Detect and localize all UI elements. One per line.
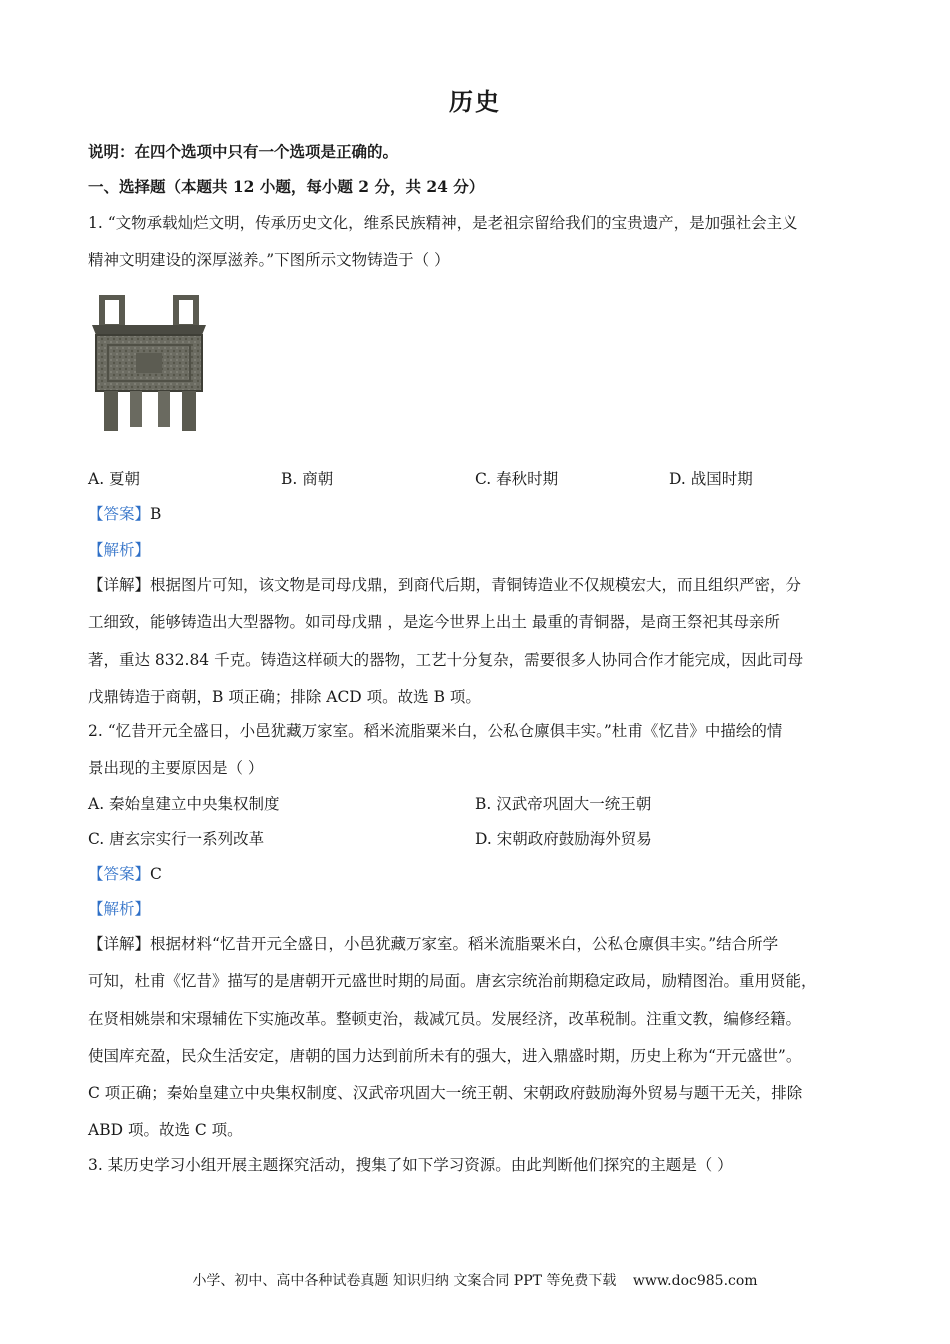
q1-analysis-tag: 【解析】	[88, 541, 151, 559]
q2-option-d: D. 宋朝政府鼓励海外贸易	[475, 830, 652, 848]
q2-option-a: A. 秦始皇建立中央集权制度	[88, 795, 280, 813]
q3-stem-line1: 3. 某历史学习小组开展主题探究活动，搜集了如下学习资源。由此判断他们探究的主题是（ ）	[88, 1156, 733, 1174]
q2-detail-line5: C 项正确；秦始皇建立中央集权制度、汉武帝巩固大一统王朝、宋朝政府鼓励海外贸易与题干无关，排除	[88, 1084, 803, 1102]
detail-tag: 【详解】	[88, 935, 151, 953]
q2-detail-line1	[88, 934, 778, 954]
q2-detail-line3: 在贤相姚崇和宋璟辅佐下实施改革。整顿吏治，裁减冗员。发展经济，改革税制。注重文教，编修经籍。	[88, 1010, 802, 1028]
q1-detail-line4: 戊鼎铸造于商朝，B 项正确；排除 ACD 项。故选 B 项。	[88, 688, 481, 706]
q1-option-b: B. 商朝	[281, 470, 334, 488]
detail-text: 根据材料“忆昔开元全盛日，小邑犹藏万家室。稻米流脂粟米白，公私仓廪俱丰实。”结合所学	[150, 935, 779, 953]
bronze-ding-image	[88, 295, 210, 435]
footer-text: 小学、初中、高中各种试卷真题 知识归纳 文案合同 PPT 等免费下载	[192, 1273, 617, 1289]
q2-detail-line2: 可知，杜甫《忆昔》描写的是唐朝开元盛世时期的局面。唐玄宗统治前期稳定政局，励精图治。重用贤能，	[88, 972, 817, 990]
q2-option-b: B. 汉武帝巩固大一统王朝	[475, 795, 652, 813]
q2-detail-line4: 使国库充盈，民众生活安定，唐朝的国力达到前所未有的强大，进入鼎盛时期，历史上称为“开元盛世”。	[88, 1047, 802, 1065]
answer-tag: 【答案】	[88, 505, 151, 523]
q2-analysis-tag: 【解析】	[88, 900, 151, 918]
section-heading: 一、选择题（本题共 12 小题，每小题 2 分，共 24 分）	[88, 177, 485, 196]
page-title: 历史	[449, 87, 501, 116]
q1-stem-line1: 1. “文物承载灿烂文明，传承历史文化，维系民族精神，是老祖宗留给我们的宝贵遗产，是加强社会主义	[88, 214, 798, 232]
answer-value: C	[150, 865, 162, 883]
q2-detail-line6: ABD 项。故选 C 项。	[88, 1121, 243, 1139]
q1-answer	[88, 504, 161, 524]
q1-option-c: C. 春秋时期	[475, 470, 559, 488]
answer-tag: 【答案】	[88, 865, 151, 883]
q2-answer	[88, 864, 162, 884]
q1-detail-line3: 著，重达 832.84 千克。铸造这样硕大的器物，工艺十分复杂，需要很多人协同合作才能完成，因此司母	[88, 651, 804, 669]
detail-text: 根据图片可知，该文物是司母戊鼎，到商代后期，青铜铸造业不仅规模宏大，而且组织严密，分	[150, 576, 802, 594]
footer-link[interactable]: www.doc985.com	[632, 1273, 758, 1289]
answer-value: B	[150, 505, 162, 523]
q1-option-d: D. 战国时期	[669, 470, 753, 488]
q2-stem-line1: 2. “忆昔开元全盛日，小邑犹藏万家室。稻米流脂粟米白，公私仓廪俱丰实。”杜甫《忆昔》中描绘的情	[88, 722, 783, 740]
q2-option-c: C. 唐玄宗实行一系列改革	[88, 830, 265, 848]
q1-option-a: A. 夏朝	[88, 470, 141, 488]
page-footer	[0, 1270, 950, 1290]
q1-detail-line1	[88, 575, 801, 595]
instruction: 说明：在四个选项中只有一个选项是正确的。	[88, 142, 399, 161]
detail-tag: 【详解】	[88, 576, 151, 594]
q2-stem-line2: 景出现的主要原因是（ ）	[88, 759, 264, 777]
q1-stem-line2: 精神文明建设的深厚滋养。”下图所示文物铸造于（ ）	[88, 251, 450, 269]
q1-detail-line2: 工细致，能够铸造出大型器物。如司母戊鼎 ，是迄今世界上出土 最重的青铜器，是商王祭祀其母亲所	[88, 613, 780, 631]
